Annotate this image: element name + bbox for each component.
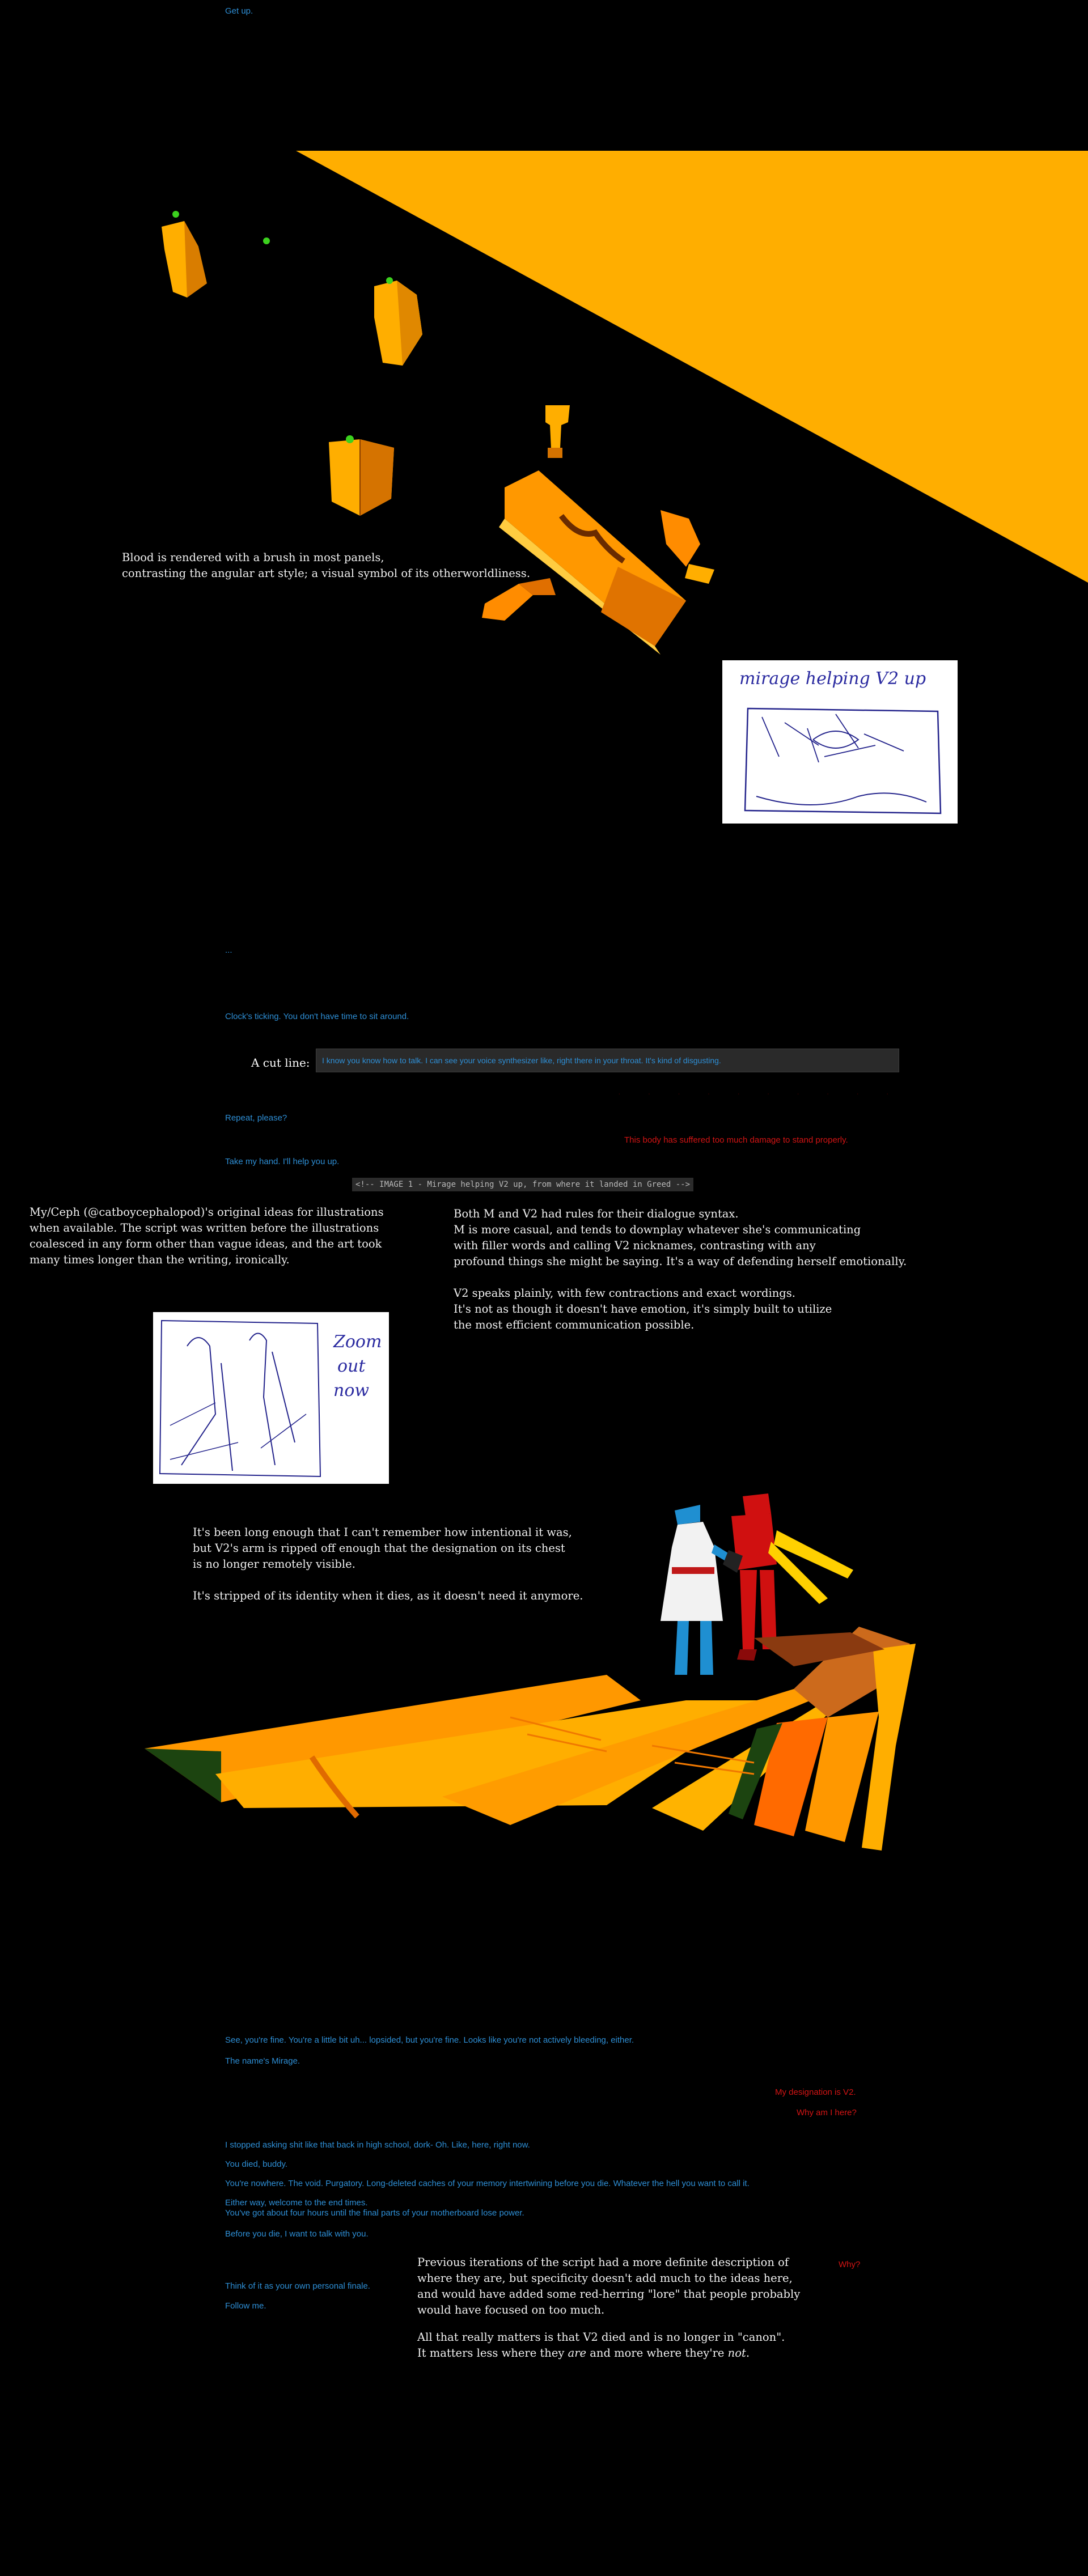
debris-fragment-right	[661, 510, 714, 584]
line-you-died: You died, buddy.	[225, 2159, 288, 2169]
debris-chunk-3	[329, 439, 394, 516]
line-finale: Think of it as your own personal finale.	[225, 2281, 370, 2291]
line-damage: This body has suffered too much damage to stand properly.	[624, 1135, 848, 1145]
line-ellipsis: ...	[225, 945, 232, 955]
note-dialogue-rules-1: Both M and V2 had rules for their dialogue syntax. M is more casual, and tends to downplay whatever she's communicating with filler words and calling V2 nicknames, contrasting with any profound things she might be saying. It's a way of defending herself emotionally.	[454, 1207, 907, 1268]
line-repeat: Repeat, please?	[225, 1113, 287, 1123]
orange-light-wedge	[296, 151, 1088, 583]
sketch-zoom-out	[153, 1312, 389, 1484]
note-dialogue-rules-2: V2 speaks plainly, with few contractions and exact wordings. It's not as though it doesn't have emotion, it's simply built to utilize the most efficient communication possible.	[454, 1287, 832, 1331]
line-clock: Clock's ticking. You don't have time to sit around.	[225, 1012, 409, 1021]
mirage-figure	[661, 1505, 737, 1675]
sketch-mirage-helping	[722, 660, 958, 824]
line-either-way: Either way, welcome to the end times.	[225, 2198, 368, 2208]
note-identity: It's stripped of its identity when it dies, as it doesn't need it anymore.	[193, 1589, 583, 1602]
code-comment: <!-- IMAGE 1 - Mirage helping V2 up, from where it landed in Greed -->	[352, 1178, 693, 1191]
cut-line-label: A cut line:	[251, 1056, 310, 1070]
line-faint-red: · · · · · · · · · ·	[618, 1089, 901, 1098]
line-four-hours: You've got about four hours until the final parts of your motherboard lose power.	[225, 2208, 524, 2218]
line-why-here: Why am I here?	[797, 2108, 857, 2117]
debris-chunk-1	[162, 221, 207, 298]
line-get-up: Get up.	[225, 6, 253, 16]
note-what-matters: All that really matters is that V2 died and is no longer in "canon". It matters less where they are and more where they're not.	[417, 2331, 785, 2359]
note-original-ideas: My/Ceph (@catboycephalopod)'s original ideas for illustrations when available. The script was written before the illustrations coalesced in any form other than vague ideas, and the art took many times longer than the writing, ironically.	[29, 1206, 384, 1266]
cut-line-box: I know you know how to talk. I can see your voice synthesizer like, right there in your throat. It's kind of disgusting.	[316, 1049, 899, 1072]
note-arm-ripped: It's been long enough that I can't remember how intentional it was, but V2's arm is ripped off enough that the designation on its chest is no longer remotely visible.	[193, 1526, 572, 1571]
debris-chunk-2	[374, 281, 422, 366]
line-why: Why?	[839, 2260, 861, 2269]
line-names-mirage: The name's Mirage.	[225, 2056, 300, 2066]
sketch-caption-out: out	[337, 1356, 366, 1376]
sketch-caption: mirage helping V2 up	[739, 669, 926, 689]
debris-small-post	[545, 405, 570, 458]
note-what-matters-line1: All that really matters is that V2 died and is no longer in "canon".	[417, 2331, 785, 2344]
note-previous-iterations: Previous iterations of the script had a more definite description of where they are, but specificity doesn't add much to the ideas here, and would have added some red-herring "lore" that people probably would have focused on too much.	[417, 2256, 801, 2316]
sketch-caption-zoom: Zoom	[333, 1332, 382, 1352]
line-youre-fine: See, you're fine. You're a little bit uh... lopsided, but you're fine. Looks like you're not actively bleeding, either.	[225, 2035, 634, 2045]
line-follow: Follow me.	[225, 2301, 266, 2311]
line-take-hand: Take my hand. I'll help you up.	[225, 1157, 340, 1166]
line-nowhere: You're nowhere. The void. Purgatory. Long-deleted caches of your memory intertwining before you die. Whatever the hell you want to call it.	[225, 2179, 750, 2188]
line-designation: My designation is V2.	[775, 2087, 856, 2097]
debris-fragment-left	[482, 578, 556, 621]
line-before-die: Before you die, I want to talk with you.	[225, 2229, 369, 2239]
note-blood-brush: Blood is rendered with a brush in most panels, contrasting the angular art style; a visual symbol of its otherworldliness.	[122, 551, 531, 580]
sketch-caption-now: now	[333, 1381, 370, 1401]
line-stopped-asking: I stopped asking shit like that back in high school, dork- Oh. Like, here, right now.	[225, 2140, 530, 2150]
